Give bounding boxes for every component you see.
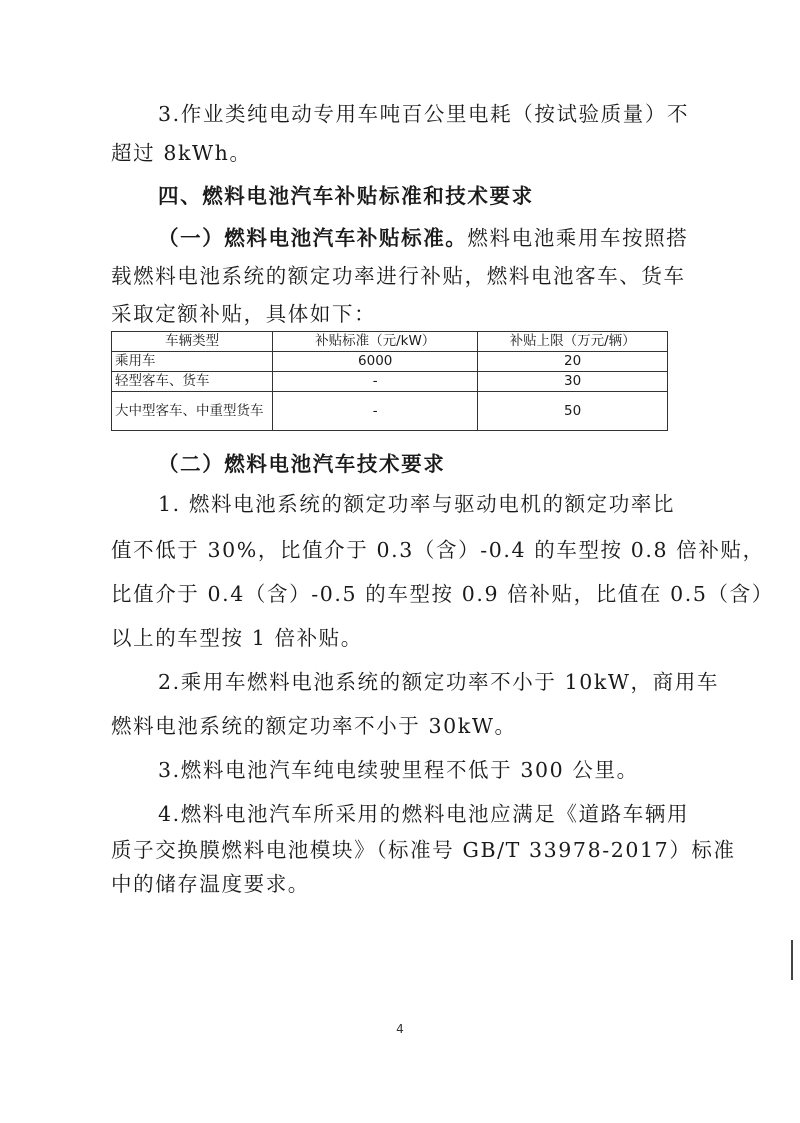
page-number: 4	[396, 1022, 404, 1036]
section-heading: 四、燃料电池汽车补贴标准和技术要求	[158, 184, 534, 208]
table-cell: 50	[478, 392, 668, 431]
table-cell: -	[273, 372, 478, 392]
paragraph-line: 3.作业类纯电动专用车吨百公里电耗（按试验质量）不	[158, 102, 690, 126]
paragraph-line: 采取定额补贴，具体如下：	[111, 302, 377, 326]
subsection-heading: （二）燃料电池汽车技术要求	[158, 452, 446, 476]
table-cell: 6000	[273, 352, 478, 372]
paragraph-line: 载燃料电池系统的额定功率进行补贴，燃料电池客车、货车	[111, 264, 686, 288]
paragraph-line	[158, 226, 688, 250]
table-cell: 30	[478, 372, 668, 392]
table-row	[112, 392, 668, 431]
paragraph-line: 超过 8kWh。	[111, 141, 252, 165]
paragraph-line: 燃料电池系统的额定功率不小于 30kW。	[111, 714, 517, 738]
table-cell: 轻型客车、货车	[112, 372, 273, 392]
subsidy-table	[111, 331, 668, 431]
paragraph-line: 3.燃料电池汽车纯电续驶里程不低于 300 公里。	[158, 758, 639, 782]
paragraph-line: 比值介于 0.4（含）-0.5 的车型按 0.9 倍补贴，比值在 0.5（含）	[111, 582, 774, 606]
paragraph-line: 质子交换膜燃料电池模块》（标准号 GB/T 33978-2017）标准	[111, 838, 736, 862]
subsection-heading: （一）燃料电池汽车补贴标准。	[158, 226, 468, 250]
paragraph-line: 1. 燃料电池系统的额定功率与驱动电机的额定功率比	[158, 492, 676, 516]
column-header-subsidy-cap: 补贴上限（万元/辆）	[478, 332, 668, 352]
table-cell: 大中型客车、中重型货车	[112, 392, 273, 431]
column-header-subsidy-standard: 补贴标准（元/kW）	[273, 332, 478, 352]
column-header-vehicle-type: 车辆类型	[112, 332, 273, 352]
scan-margin-mark	[791, 940, 793, 980]
paragraph-line: 2.乘用车燃料电池系统的额定功率不小于 10kW，商用车	[158, 670, 719, 694]
paragraph-line: 中的储存温度要求。	[111, 872, 310, 896]
table-row	[112, 352, 668, 372]
paragraph-text: 燃料电池乘用车按照搭	[467, 226, 689, 250]
paragraph-line: 值不低于 30%，比值介于 0.3（含）-0.4 的车型按 0.8 倍补贴，	[111, 538, 765, 562]
table-cell: -	[273, 392, 478, 431]
paragraph-line: 4.燃料电池汽车所采用的燃料电池应满足《道路车辆用	[158, 802, 690, 826]
table-cell: 20	[478, 352, 668, 372]
table-cell: 乘用车	[112, 352, 273, 372]
table-row	[112, 372, 668, 392]
paragraph-line: 以上的车型按 1 倍补贴。	[111, 626, 363, 650]
table-header-row	[112, 332, 668, 352]
